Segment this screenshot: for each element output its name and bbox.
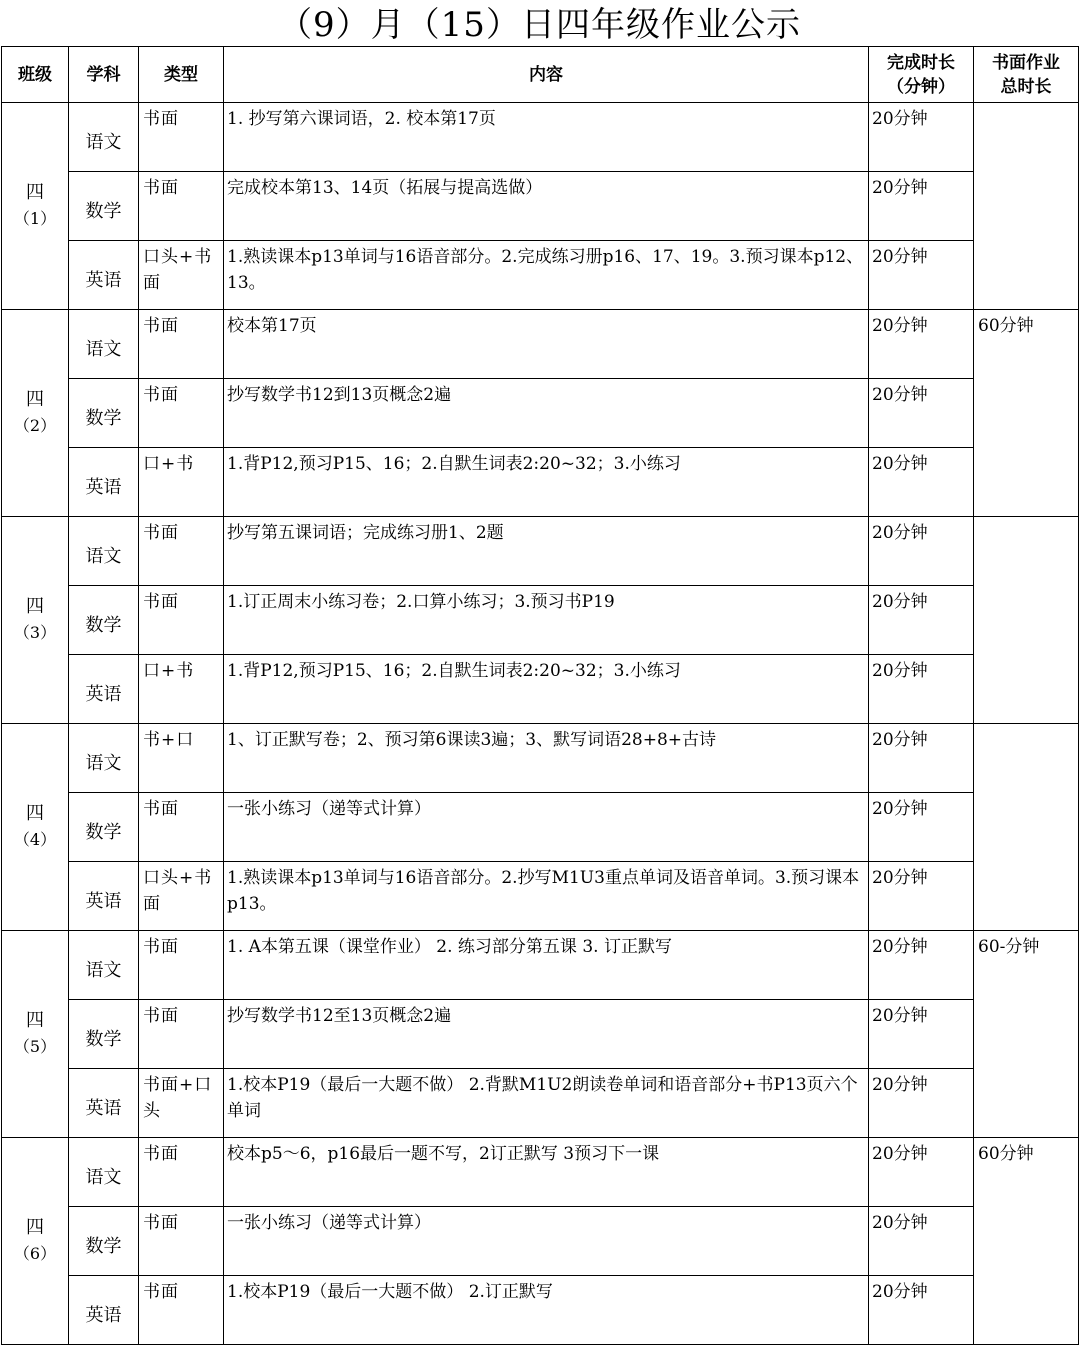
type-cell: 书面: [139, 517, 224, 586]
class-grade: 四: [26, 182, 44, 203]
class-grade: 四: [26, 596, 44, 617]
time-cell: 20分钟: [869, 724, 974, 793]
class-cell: [2, 310, 69, 517]
time-cell: 20分钟: [869, 1138, 974, 1207]
table-row: [2, 931, 1079, 1000]
content-cell: 1.校本P19（最后一大题不做） 2.背默M1U2朗读卷单词和语音部分+书P13页六个单词: [224, 1069, 869, 1138]
table-row: [2, 586, 1079, 655]
class-cell: [2, 1138, 69, 1345]
subject-cell: 英语: [69, 655, 139, 724]
class-number: （3）: [13, 623, 57, 642]
class-number: （6）: [13, 1244, 57, 1263]
type-cell: 书面: [139, 1207, 224, 1276]
header-time: [869, 47, 974, 103]
content-cell: 完成校本第13、14页（拓展与提高选做）: [224, 172, 869, 241]
subject-cell: 数学: [69, 1000, 139, 1069]
time-cell: 20分钟: [869, 310, 974, 379]
class-number: （5）: [13, 1037, 57, 1056]
subject-cell: 英语: [69, 241, 139, 310]
type-cell: 书面: [139, 172, 224, 241]
table-header-row: [2, 47, 1079, 103]
content-cell: 一张小练习（递等式计算）: [224, 1207, 869, 1276]
table-row: [2, 1069, 1079, 1138]
header-class: 班级: [2, 47, 69, 103]
time-cell: 20分钟: [869, 862, 974, 931]
class-cell: [2, 103, 69, 310]
header-time-line2: （分钟）: [887, 76, 955, 97]
total-time-cell: 60分钟: [974, 1138, 1079, 1345]
time-cell: 20分钟: [869, 655, 974, 724]
type-cell: 口+书: [139, 655, 224, 724]
content-cell: 1.背P12,预习P15、16；2.自默生词表2:20~32；3.小练习: [224, 448, 869, 517]
subject-cell: 语文: [69, 517, 139, 586]
table-row: [2, 1000, 1079, 1069]
type-cell: 书面: [139, 1276, 224, 1345]
header-total: [974, 47, 1079, 103]
table-row: [2, 862, 1079, 931]
class-grade: 四: [26, 1010, 44, 1031]
header-type: 类型: [139, 47, 224, 103]
total-time-cell: [974, 724, 1079, 931]
time-cell: 20分钟: [869, 1000, 974, 1069]
content-cell: 抄写第五课词语；完成练习册1、2题: [224, 517, 869, 586]
type-cell: 书面: [139, 1138, 224, 1207]
content-cell: 1. 抄写第六课词语，2. 校本第17页: [224, 103, 869, 172]
time-cell: 20分钟: [869, 379, 974, 448]
table-row: [2, 724, 1079, 793]
page-title: （9）月（15）日四年级作业公示: [278, 5, 801, 45]
type-cell: 书面: [139, 310, 224, 379]
time-cell: 20分钟: [869, 241, 974, 310]
time-cell: 20分钟: [869, 586, 974, 655]
table-row: [2, 1207, 1079, 1276]
type-cell: 口头+书面: [139, 862, 224, 931]
content-cell: 1、订正默写卷；2、预习第6课读3遍；3、默写词语28+8+古诗: [224, 724, 869, 793]
subject-cell: 语文: [69, 931, 139, 1000]
table-row: [2, 310, 1079, 379]
content-cell: 1.订正周末小练习卷；2.口算小练习；3.预习书P19: [224, 586, 869, 655]
table-row: [2, 655, 1079, 724]
type-cell: 书面+口头: [139, 1069, 224, 1138]
type-cell: 书+口: [139, 724, 224, 793]
subject-cell: 语文: [69, 724, 139, 793]
total-time-cell: 60-分钟: [974, 931, 1079, 1138]
content-cell: 1.熟读课本p13单词与16语音部分。2.完成练习册p16、17、19。3.预习课本p12、13。: [224, 241, 869, 310]
type-cell: 口头+书面: [139, 241, 224, 310]
class-number: （4）: [13, 830, 57, 849]
table-row: [2, 172, 1079, 241]
content-cell: 1.背P12,预习P15、16；2.自默生词表2:20~32；3.小练习: [224, 655, 869, 724]
subject-cell: 语文: [69, 1138, 139, 1207]
table-row: [2, 448, 1079, 517]
subject-cell: 英语: [69, 1069, 139, 1138]
content-cell: 1. A本第五课（课堂作业） 2. 练习部分第五课 3. 订正默写: [224, 931, 869, 1000]
class-number: （2）: [13, 416, 57, 435]
time-cell: 20分钟: [869, 103, 974, 172]
time-cell: 20分钟: [869, 448, 974, 517]
content-cell: 校本p5～6，p16最后一题不写，2订正默写 3预习下一课: [224, 1138, 869, 1207]
type-cell: 书面: [139, 1000, 224, 1069]
subject-cell: 数学: [69, 586, 139, 655]
class-cell: [2, 517, 69, 724]
table-row: [2, 793, 1079, 862]
time-cell: 20分钟: [869, 931, 974, 1000]
content-cell: 1.校本P19（最后一大题不做） 2.订正默写: [224, 1276, 869, 1345]
time-cell: 20分钟: [869, 1069, 974, 1138]
content-cell: 抄写数学书12到13页概念2遍: [224, 379, 869, 448]
class-number: （1）: [13, 209, 57, 228]
type-cell: 书面: [139, 379, 224, 448]
subject-cell: 英语: [69, 862, 139, 931]
class-cell: [2, 724, 69, 931]
type-cell: 书面: [139, 931, 224, 1000]
subject-cell: 英语: [69, 448, 139, 517]
table-body: [2, 103, 1079, 1345]
table-row: [2, 517, 1079, 586]
time-cell: 20分钟: [869, 517, 974, 586]
header-total-line1: 书面作业: [992, 52, 1060, 73]
subject-cell: 数学: [69, 172, 139, 241]
time-cell: 20分钟: [869, 1207, 974, 1276]
homework-table: [1, 46, 1079, 1345]
table-row: [2, 379, 1079, 448]
time-cell: 20分钟: [869, 172, 974, 241]
table-row: [2, 1276, 1079, 1345]
class-cell: [2, 931, 69, 1138]
subject-cell: 语文: [69, 310, 139, 379]
total-time-cell: [974, 517, 1079, 724]
content-cell: 校本第17页: [224, 310, 869, 379]
type-cell: 书面: [139, 103, 224, 172]
header-time-line1: 完成时长: [887, 52, 955, 73]
type-cell: 书面: [139, 793, 224, 862]
table-row: [2, 103, 1079, 172]
header-content: 内容: [224, 47, 869, 103]
content-cell: 一张小练习（递等式计算）: [224, 793, 869, 862]
subject-cell: 语文: [69, 103, 139, 172]
table-row: [2, 241, 1079, 310]
table-row: [2, 1138, 1079, 1207]
content-cell: 抄写数学书12至13页概念2遍: [224, 1000, 869, 1069]
header-subject: 学科: [69, 47, 139, 103]
class-grade: 四: [26, 389, 44, 410]
time-cell: 20分钟: [869, 793, 974, 862]
subject-cell: 英语: [69, 1276, 139, 1345]
total-time-cell: 60分钟: [974, 310, 1079, 517]
subject-cell: 数学: [69, 1207, 139, 1276]
header-total-line2: 总时长: [1000, 76, 1052, 97]
type-cell: 口+书: [139, 448, 224, 517]
type-cell: 书面: [139, 586, 224, 655]
total-time-cell: [974, 103, 1079, 310]
time-cell: 20分钟: [869, 1276, 974, 1345]
class-grade: 四: [26, 1217, 44, 1238]
content-cell: 1.熟读课本p13单词与16语音部分。2.抄写M1U3重点单词及语音单词。3.预习课本p13。: [224, 862, 869, 931]
subject-cell: 数学: [69, 379, 139, 448]
subject-cell: 数学: [69, 793, 139, 862]
class-grade: 四: [26, 803, 44, 824]
